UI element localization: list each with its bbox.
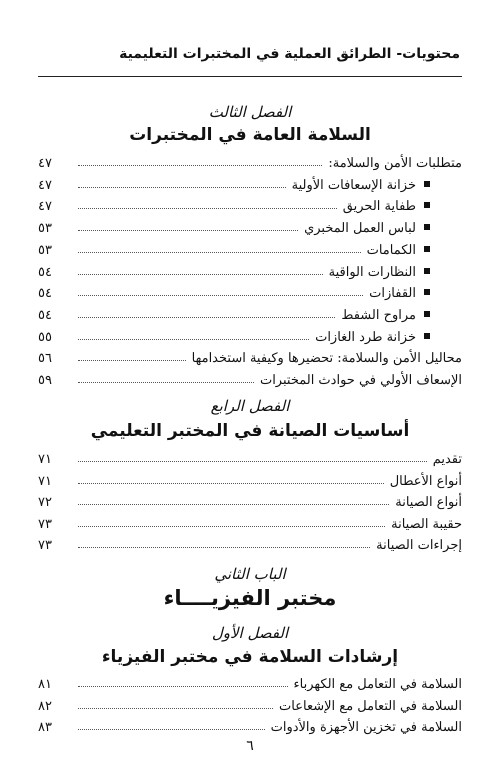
dot-leader (78, 187, 286, 188)
dot-leader (78, 252, 361, 253)
toc-sub-entry (315, 330, 438, 345)
chapter-3-label: الفصل الثالث (208, 103, 292, 121)
toc-page-number: ٤٧ (38, 177, 52, 193)
toc-entry-label: النظارات الواقية (328, 264, 416, 280)
toc-entry-label: السلامة في التعامل مع الكهرباء (293, 677, 462, 692)
toc-page-number: ٨٣ (38, 720, 52, 735)
dot-leader (78, 483, 384, 484)
dot-leader (78, 339, 309, 340)
toc-sub-entry (304, 221, 438, 236)
dot-leader (78, 317, 335, 318)
running-header: محتويات- الطرائق العملية في المختبرات التعليمية (119, 46, 460, 62)
toc-page-number: ٧٣ (38, 516, 52, 532)
toc-page-number: ٧٢ (38, 495, 52, 510)
toc-page-number: ٥٦ (38, 351, 52, 367)
toc-entry-label: محاليل الأمن والسلامة: تحضيرها وكيفية استخدامها (191, 351, 462, 367)
dot-leader (78, 526, 385, 527)
dot-leader (78, 547, 370, 548)
part-2-label: الباب الثاني (214, 565, 286, 583)
toc-sub-entry (343, 199, 438, 214)
toc-entry (38, 713, 462, 735)
header-rule (38, 76, 462, 77)
toc-page-number: ٧١ (38, 473, 52, 489)
toc-page-number: ٥٣ (38, 221, 52, 237)
square-bullet-icon (424, 181, 430, 187)
toc-entry (38, 366, 462, 388)
toc-page-number: ٥٥ (38, 329, 52, 345)
square-bullet-icon (424, 333, 430, 339)
dot-leader (78, 230, 298, 231)
toc-page-number: ٤٧ (38, 199, 52, 215)
dot-leader (78, 504, 389, 505)
page-number: ٦ (246, 738, 254, 754)
toc-entry (38, 344, 462, 366)
square-bullet-icon (424, 311, 430, 317)
toc-entry (38, 531, 462, 553)
toc-entry (38, 488, 462, 510)
dot-leader (78, 729, 265, 730)
toc-entry-label: القفازات (369, 286, 416, 302)
toc-entry (38, 192, 462, 214)
toc-sub-entry (369, 286, 438, 301)
toc-page-number: ٨٢ (38, 698, 52, 714)
chapter-4-title: أساسيات الصيانة في المختبر التعليمي (90, 421, 410, 441)
toc-entry-label: الإسعاف الأولي في حوادث المختبرات (259, 373, 462, 388)
toc-page-number: ٥٤ (38, 264, 52, 280)
square-bullet-icon (424, 246, 430, 252)
square-bullet-icon (424, 268, 430, 274)
toc-page-number: ٧١ (38, 452, 52, 467)
toc-entry (38, 258, 462, 280)
toc-entry-label: تقديم (432, 452, 462, 467)
part-2-chapter-1-label: الفصل الأول (211, 624, 289, 642)
toc-entry (38, 323, 462, 345)
toc-entry-label: أنواع الأعطال (389, 473, 462, 489)
toc-page-number: ٧٣ (38, 538, 52, 553)
square-bullet-icon (424, 224, 430, 230)
dot-leader (78, 382, 254, 383)
toc-page-number: ٥٣ (38, 242, 52, 258)
dot-leader (78, 274, 323, 275)
toc-entry-label: لباس العمل المخبري (304, 221, 416, 237)
toc-entry-label: السلامة في التعامل مع الإشعاعات (279, 698, 462, 714)
toc-page-number: ٤٧ (38, 156, 52, 171)
toc-sub-entry (367, 243, 438, 258)
toc-entry-label: الكمامات (366, 242, 416, 258)
toc-sub-entry (341, 308, 438, 323)
part-2-title: مختبر الفيزيــــاء (163, 586, 337, 610)
toc-sub-entry (329, 265, 438, 280)
dot-leader (78, 295, 363, 296)
toc-entry-label: خزانة طرد الغازات (315, 329, 416, 345)
toc-entry (38, 692, 462, 714)
part-2-chapter-1-title: إرشادات السلامة في مختبر الفيزياء (101, 647, 399, 667)
toc-entry-label: طفاية الحريق (342, 199, 416, 215)
dot-leader (78, 461, 427, 462)
toc-page-number: ٨١ (38, 677, 52, 692)
toc-page-number: ٥٤ (38, 307, 52, 323)
toc-entry (38, 149, 462, 171)
chapter-4-label: الفصل الرابع (210, 397, 290, 415)
toc-entry (38, 670, 462, 692)
toc-page-number: ٥٤ (38, 286, 52, 302)
toc-entry (38, 510, 462, 532)
toc-sub-entry (292, 178, 438, 193)
dot-leader (78, 360, 186, 361)
toc-entry (38, 301, 462, 323)
toc-entry-label: السلامة في تخزين الأجهزة والأدوات (270, 720, 462, 735)
square-bullet-icon (424, 202, 430, 208)
toc-entry-label: إجراءات الصيانة (376, 538, 462, 553)
chapter-3-title: السلامة العامة في المختبرات (129, 125, 371, 145)
dot-leader (78, 165, 322, 166)
toc-entry (38, 279, 462, 301)
dot-leader (78, 208, 337, 209)
toc-page-number: ٥٩ (38, 373, 52, 388)
dot-leader (78, 686, 288, 687)
toc-entry (38, 171, 462, 193)
toc-entry (38, 236, 462, 258)
toc-entry-label: متطلبات الأمن والسلامة: (328, 156, 462, 171)
toc-entry (38, 445, 462, 467)
toc-entry-label: حقيبة الصيانة (391, 516, 462, 532)
toc-entry-label: مراوح الشفط (341, 307, 416, 323)
toc-entry-label: أنواع الصيانة (395, 495, 462, 510)
toc-entry (38, 214, 462, 236)
toc-entry (38, 467, 462, 489)
dot-leader (78, 708, 273, 709)
toc-entry-label: خزانة الإسعافات الأولية (291, 177, 416, 193)
square-bullet-icon (424, 289, 430, 295)
